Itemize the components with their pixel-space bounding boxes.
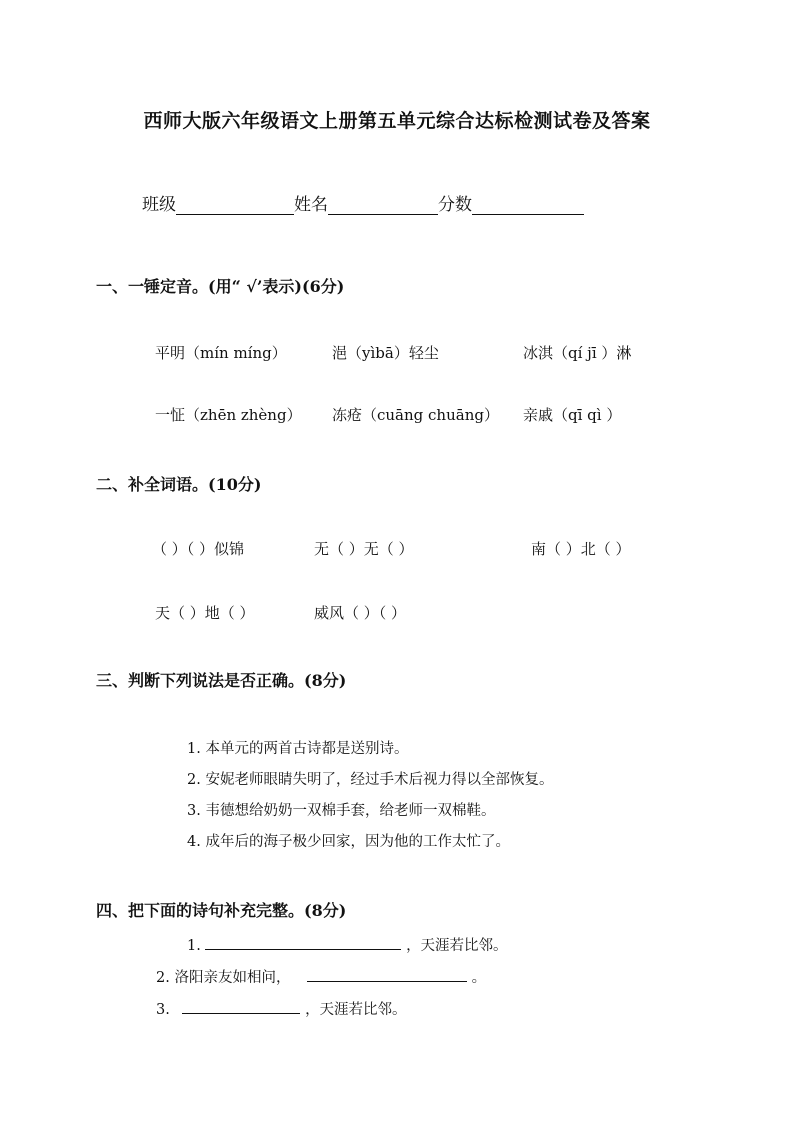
- poem-suffix: 。: [471, 970, 487, 986]
- score-field[interactable]: [472, 196, 584, 215]
- judgement-item: 4. 成年后的海子极少回家，因为他的工作太忙了。: [187, 834, 510, 850]
- judgement-item: 3. 韦德想给奶奶一双棉手套，给老师一双棉鞋。: [187, 803, 496, 819]
- poem-suffix: ，天涯若比邻。: [406, 938, 508, 954]
- poem-item: [156, 998, 407, 1019]
- class-label: 班级: [142, 195, 176, 215]
- idiom-item: （ ）（ ）似锦: [152, 540, 245, 558]
- poem-number: 2.: [156, 970, 170, 986]
- judgement-item: 1. 本单元的两首古诗都是送别诗。: [187, 741, 409, 757]
- poem-prefix: 洛阳亲友如相问，: [174, 970, 291, 986]
- class-field[interactable]: [176, 196, 294, 215]
- pinyin-item: 亲戚（qī qì ）: [523, 406, 622, 424]
- pinyin-item: 冻疮（cuāng chuāng）: [332, 406, 499, 424]
- name-field[interactable]: [328, 196, 438, 215]
- pinyin-item: 平明（mín míng）: [155, 344, 287, 362]
- section-2-heading: 二、补全词语。(10分): [96, 475, 262, 494]
- name-label: 姓名: [294, 195, 328, 215]
- judgement-item: 2. 安妮老师眼睛失明了，经过手术后视力得以全部恢复。: [187, 772, 554, 788]
- poem-number: 1.: [187, 938, 201, 954]
- poem-suffix: ，天涯若比邻。: [305, 1002, 407, 1018]
- poem-item: [156, 966, 486, 987]
- poem-item: [187, 934, 508, 955]
- poem-blank[interactable]: [205, 934, 401, 950]
- pinyin-item: 一怔（zhēn zhèng）: [155, 406, 302, 424]
- section-1-heading: 一、一锤定音。(用“ √’表示)(6分): [96, 277, 345, 296]
- score-label: 分数: [438, 195, 472, 215]
- idiom-item: 无（ ）无（ ）: [314, 540, 414, 558]
- section-4-heading: 四、把下面的诗句补充完整。(8分): [96, 901, 347, 920]
- pinyin-item: 冰淇（qí jī ）淋: [523, 344, 632, 362]
- idiom-item: 威风（ ）（ ）: [314, 604, 407, 622]
- idiom-item: 天（ ）地（ ）: [155, 604, 255, 622]
- page-title: 西师大版六年级语文上册第五单元综合达标检测试卷及答案: [143, 110, 651, 132]
- student-info-row: [142, 190, 584, 215]
- section-3-heading: 三、判断下列说法是否正确。(8分): [96, 671, 347, 690]
- poem-blank[interactable]: [307, 966, 467, 982]
- pinyin-item: 浥（yìbā）轻尘: [332, 344, 439, 362]
- idiom-item: 南（ ）北（ ）: [531, 540, 631, 558]
- poem-number: 3.: [156, 1002, 170, 1018]
- poem-blank[interactable]: [182, 998, 300, 1014]
